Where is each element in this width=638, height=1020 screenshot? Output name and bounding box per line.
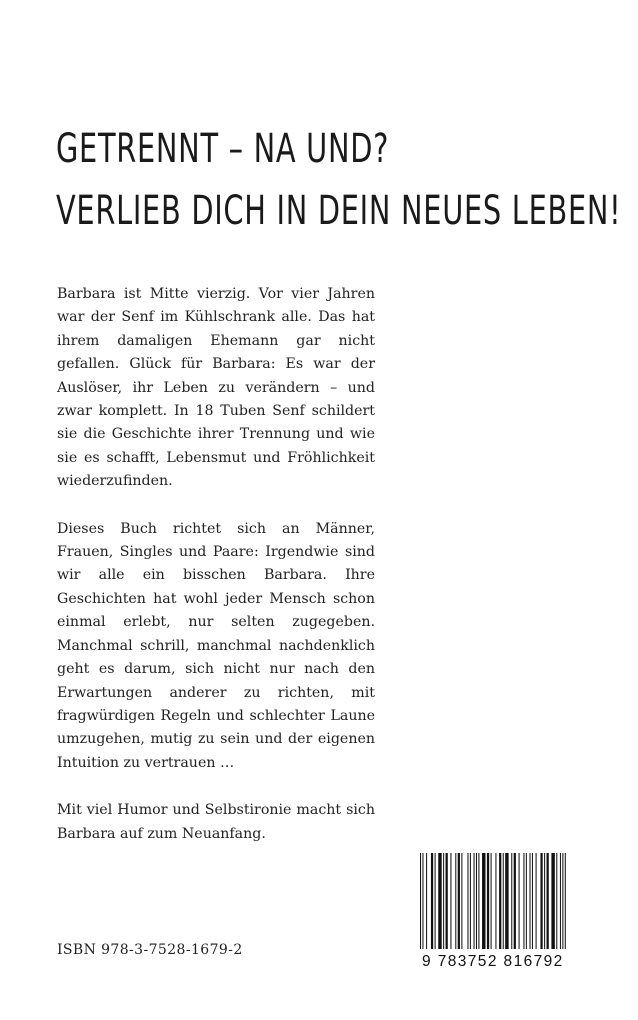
barcode-bar <box>426 853 427 949</box>
barcode-bar <box>422 853 423 949</box>
barcode-bar <box>547 853 549 949</box>
blurb-paragraph-2: Dieses Buch richtet sich an Männer, Frauen, Singles und Paare: Irgendwie sind wir alle ein bisschen Barbara. Ihre Geschichten hat wohl jeder Mensch schon einmal erlebt, nur selten zugegeben. Manchmal schrill, manchmal nachdenklich geht es darum, sich nicht nur nach den Erwartungen anderer zu richten, mit fragwürdigen Regeln und schlechter Laune umzugehen, mutig zu sein und der eigenen Intuition zu vertrauen … <box>57 520 375 771</box>
blurb-paragraph-1: Barbara ist Mitte vierzig. Vor vier Jahren war der Senf im Kühlschrank alle. Das hat ihrem damaligen Ehemann gar nicht gefallen. Glück für Barbara: Es war der Auslöser, ihr Leben zu verändern – und zwar komplett. In 18 Tuben Senf schildert sie die Geschichte ihrer Trennung und wie sie es schafft, Lebensmut und Fröhlichkeit wiederzufinden. <box>57 286 375 490</box>
barcode-bar <box>443 853 444 949</box>
barcode-bar <box>544 853 545 949</box>
barcode-bar <box>491 853 492 949</box>
barcode-bar <box>478 853 479 949</box>
barcode-bar <box>556 853 557 949</box>
barcode-bar <box>526 853 527 949</box>
barcode-bar <box>511 853 512 949</box>
barcode-bar <box>474 853 475 949</box>
barcode-bar <box>461 853 462 949</box>
barcode-bar <box>487 853 489 949</box>
barcode-bar <box>431 853 433 949</box>
barcode-bar <box>420 853 421 949</box>
barcode <box>418 853 568 971</box>
barcode-bar <box>495 853 496 949</box>
headline-line-1: GETRENNT – NA UND? <box>56 126 390 172</box>
barcode-bar <box>435 853 436 949</box>
barcode-bar <box>519 853 520 949</box>
barcode-bar <box>476 853 477 949</box>
headline-line-2: VERLIEB DICH IN DEIN NEUES LEBEN! <box>56 188 622 234</box>
blurb-paragraph-3: Mit viel Humor und Selbstironie macht sich Barbara auf zum Neuanfang. <box>57 802 375 842</box>
barcode-bar <box>532 853 533 949</box>
cover-headline <box>56 118 622 242</box>
barcode-bar <box>455 853 456 949</box>
isbn-number: ISBN 978-3-7528-1679-2 <box>57 942 243 958</box>
barcode-bar <box>446 853 448 949</box>
barcode-digits: 9 783752 816792 <box>422 953 564 970</box>
barcode-bar <box>458 853 460 949</box>
barcode-bar <box>503 853 504 949</box>
barcode-bar <box>467 853 468 949</box>
barcode-bar <box>499 853 501 949</box>
barcode-bar <box>540 853 542 949</box>
barcode-bar <box>560 853 561 949</box>
barcode-bar <box>530 853 531 949</box>
barcode-bar <box>505 853 508 949</box>
blurb-text <box>57 283 375 870</box>
barcode-bar <box>562 853 563 949</box>
barcode-bar <box>438 853 441 949</box>
barcode-bar <box>470 853 471 949</box>
barcode-bars <box>418 853 568 953</box>
barcode-bar <box>450 853 451 949</box>
barcode-bar <box>565 853 566 949</box>
barcode-bar <box>514 853 516 949</box>
barcode-bar <box>523 853 524 949</box>
barcode-bar <box>482 853 485 949</box>
barcode-bar <box>551 853 554 949</box>
barcode-bar <box>536 853 537 949</box>
